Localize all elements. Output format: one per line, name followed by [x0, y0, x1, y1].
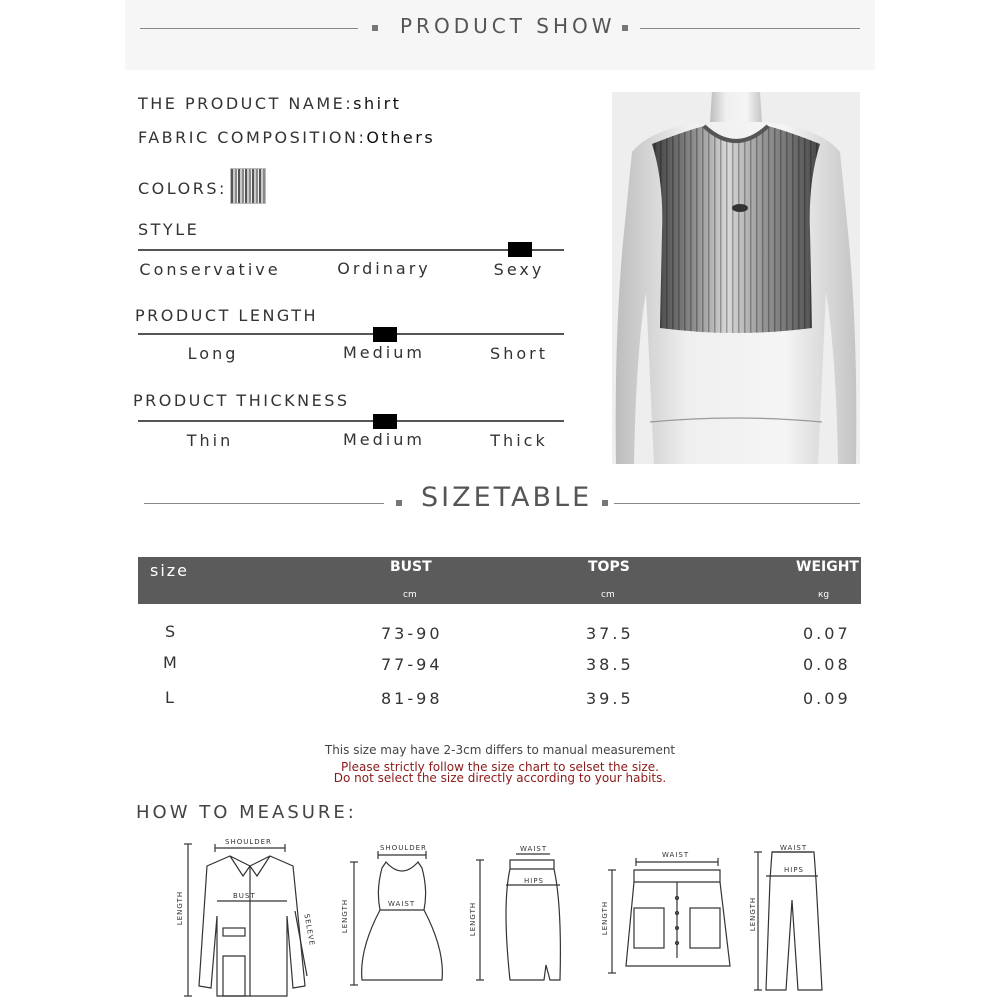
col-header-bust: BUST: [390, 559, 432, 575]
length-label-long: Long: [187, 344, 239, 363]
pants-hips-label: HIPS: [784, 866, 804, 874]
col-header-weight: WEIGHT: [796, 559, 859, 575]
length-title: PRODUCT LENGTH: [135, 306, 319, 325]
skirt-hips-label: HIPS: [524, 877, 544, 885]
thickness-label-thin: Thin: [186, 431, 234, 450]
style-title: STYLE: [138, 220, 200, 239]
skirt-waist-label: WAIST: [520, 845, 548, 853]
col-header-size: size: [150, 561, 190, 580]
style-label-ordinary: Ordinary: [337, 259, 431, 278]
header-line-right: [640, 28, 860, 29]
header-dot-right: [622, 25, 628, 31]
dress-icon: [340, 840, 455, 990]
unit-weight: кg: [818, 590, 830, 600]
dress-length-label: LENGTH: [341, 898, 350, 934]
shorts-icon: [598, 848, 738, 978]
dress-waist-label: WAIST: [388, 900, 416, 908]
table-cell-bust: 77-94: [381, 655, 443, 674]
shorts-diagram: [598, 848, 738, 978]
table-cell-tops: 39.5: [586, 689, 634, 708]
table-cell-weight: 0.07: [803, 624, 851, 643]
size-table-header: [138, 557, 861, 604]
jacket-sleeve-label: SELEVE: [302, 913, 316, 947]
thickness-scale-marker: [373, 414, 397, 429]
section-title-product-show: PRODUCT SHOW: [400, 14, 616, 38]
fabric-row: [138, 128, 435, 147]
jacket-bust-label: BUST: [233, 892, 256, 900]
length-label-short: Short: [490, 344, 548, 363]
length-label-medium: Medium: [343, 343, 425, 362]
length-scale-marker: [373, 327, 397, 342]
fabric-value: Others: [366, 128, 436, 147]
sizetable-line-left: [144, 503, 384, 504]
thickness-title: PRODUCT THICKNESS: [133, 391, 350, 410]
pants-icon: [748, 840, 848, 995]
skirt-length-label: LENGTH: [469, 901, 478, 937]
style-label-sexy: Sexy: [493, 260, 545, 279]
note-follow-chart: Please strictly follow the size chart to selset the size.: [341, 760, 659, 774]
section-title-sizetable: SIZETABLE: [421, 482, 593, 513]
unit-bust: cm: [403, 590, 417, 600]
table-cell-bust: 81-98: [381, 689, 443, 708]
note-habits: Do not select the size directly according to your habits.: [333, 771, 667, 785]
colors-label: COLORS:: [138, 179, 227, 198]
fabric-label: FABRIC COMPOSITION:: [138, 128, 367, 147]
table-cell-weight: 0.09: [803, 689, 851, 708]
thickness-scale-line: [138, 420, 564, 422]
col-header-tops: TOPS: [588, 559, 630, 575]
thickness-label-thick: Thick: [490, 431, 548, 450]
note-measurement: This size may have 2-3cm differs to manual measurement: [324, 743, 676, 757]
table-cell-size: M: [163, 653, 180, 672]
product-name-value: shirt: [353, 94, 402, 113]
skirt-diagram: [470, 845, 570, 990]
table-cell-bust: 73-90: [381, 624, 443, 643]
product-name-row: [138, 94, 401, 113]
shorts-length-label: LENGTH: [601, 900, 610, 936]
pants-waist-label: WAIST: [780, 844, 808, 852]
table-cell-size: L: [165, 688, 177, 707]
product-photo: [612, 92, 860, 464]
dress-shoulder-label: SHOULDER: [380, 844, 427, 852]
length-scale-line: [138, 333, 564, 335]
header-dot-left: [372, 25, 378, 31]
table-cell-size: S: [165, 622, 179, 641]
product-name-label: THE PRODUCT NAME:: [138, 94, 354, 113]
header-line-left: [140, 28, 358, 29]
color-swatch-silver[interactable]: [230, 168, 266, 204]
jacket-diagram: [175, 836, 335, 1000]
sizetable-dot-right: [602, 500, 608, 506]
unit-tops: cm: [601, 590, 615, 600]
sizetable-line-right: [614, 503, 860, 504]
thickness-label-medium: Medium: [343, 430, 425, 449]
jacket-shoulder-label: SHOULDER: [225, 838, 272, 846]
pants-diagram: [748, 840, 848, 995]
table-cell-tops: 38.5: [586, 655, 634, 674]
style-label-conservative: Conservative: [139, 260, 281, 279]
sizetable-dot-left: [396, 500, 402, 506]
shorts-waist-label: WAIST: [662, 851, 690, 859]
how-to-measure-title: HOW TO MEASURE:: [136, 802, 357, 823]
mannequin-image: [612, 92, 860, 464]
dress-diagram: [340, 840, 455, 990]
table-cell-tops: 37.5: [586, 624, 634, 643]
jacket-length-label: LENGTH: [176, 890, 185, 926]
pants-length-label: LENGTH: [749, 896, 758, 932]
table-cell-weight: 0.08: [803, 655, 851, 674]
style-scale-marker: [508, 242, 532, 257]
skirt-icon: [470, 845, 570, 990]
style-scale-line: [138, 249, 564, 251]
